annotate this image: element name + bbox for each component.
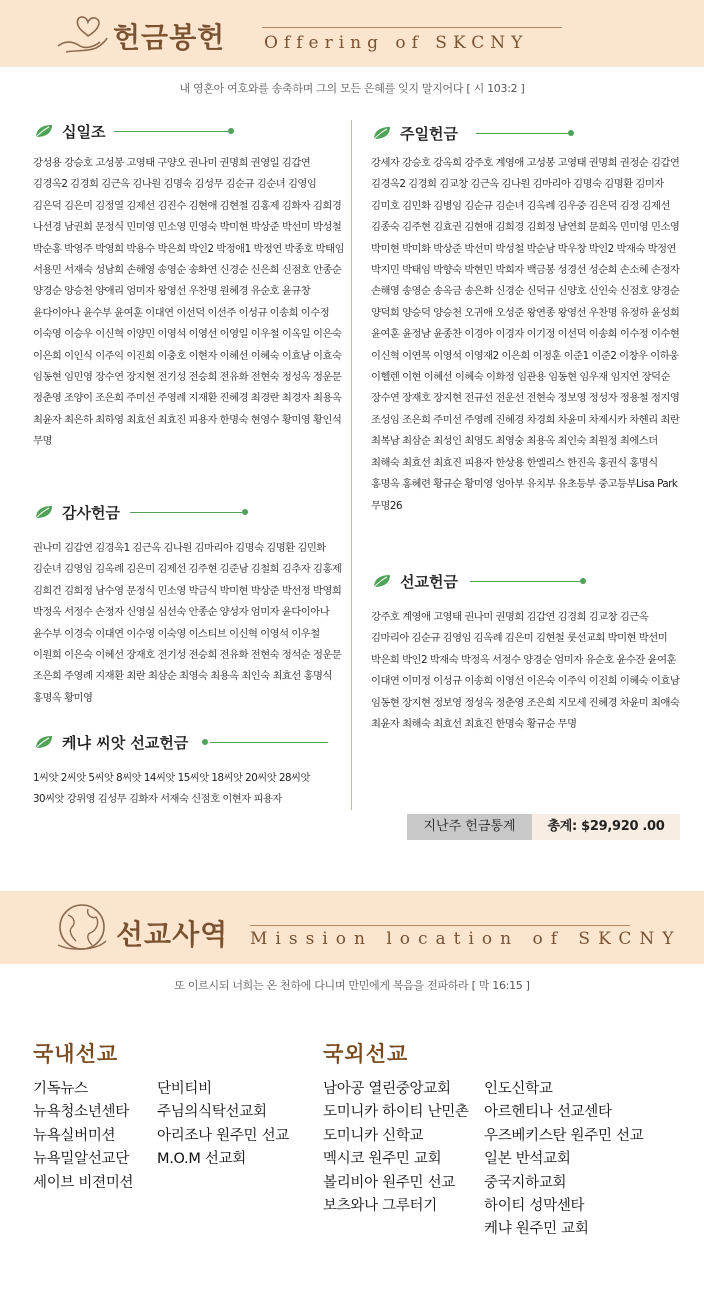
offering-banner [0,0,704,67]
sunday-heading [372,123,672,143]
sunday-title: 주일헌금 [400,125,458,143]
list-item: 아르헨티나 선교센타 [484,1104,612,1121]
list-item: 남아공 열린중앙교회 [323,1081,451,1097]
list-item: 단비티비 [157,1081,212,1097]
kenya-heading [34,732,334,752]
list-item: 우즈베키스탄 원주민 선교 [484,1127,644,1144]
kenya-rule-dot [202,739,208,745]
list-item: 아리조나 원주민 선교 [157,1127,289,1144]
mission-title-en: Mission location of SKCNY [250,929,682,949]
mission-title: 선교사역 [116,918,229,951]
mission-offering-rule-dot [580,578,586,584]
weekly-stats-total: 총계: $29,920 .00 [532,814,680,840]
list-item: 뉴욕실버미션 [33,1127,116,1144]
list-item: 기독뉴스 [33,1081,88,1097]
overseas-title: 국외선교 [323,1042,409,1066]
list-item: 멕시코 원주민 교회 [323,1151,442,1168]
mission-title-rule [250,925,630,926]
tithe-names: 강성용 강승호 고성봉 고영태 구양오 권나미 권명희 권영일 김갑연 김경옥2 김경희 김근옥 김나원 김명숙 김성무 김순규 김순녀 김영임 김은덕 김은미 김정열 김제선 김진수 김현애 김현철 김홍제 김화자 김희경 나선경 남권희 문정식 민미영 민소영 민영숙 박미현 박상준 박선미 박성철 박순홍 박영주 박영희 박용수 박은희 박인2 박정애1 박정연 박종호 박태임 서용민 서재숙 성남희 손해영 송영순 송화연 신경순 신은희 신점호 안종순 양경순 양승천 양애리 엄미자 왕영선 우찬명 원혜경 유순호 윤규창 윤다이아나 윤수부 윤여훈 이대연 이선덕 이선주 이성규 이송희 이수정 이숙영 이승우 이신혁 이양민 이영석 이영선 이영일 이우철 이옥일 이은숙 이은희 이인식 이주익 이진희 이충호 이현자 이혜선 이혜숙 이효남 이효숙 임동현 임민영 장수연 장지현 전기성 전승희 전유화 전현숙 정성옥 정운문 정춘영 조양이 조은희 주미선 주영례 지재환 진혜경 최경란 최경자 최용옥 최윤자 최은하 최하영 최효선 최효진 피용자 한명숙 현영수 황미영 황인석 무명 [33,157,345,448]
tithe-heading [34,121,334,141]
thanks-names: 권나미 김갑연 김경옥1 김근옥 김나원 김마리아 김명숙 김명환 김민화 김순녀 김영임 김옥례 김은미 김제선 김주현 김준남 김철희 김추자 김홍제 김희건 김희정 남수영 문정식 민소영 박금식 박미현 박상준 박선정 박영희 박정옥 서정수 손정자 신영실 심선숙 안종순 양성자 엄미자 윤다이아나 윤수부 이경숙 이대연 이수영 이숙영 이스티브 이신혁 이영석 이우철 이원희 이은숙 이혜선 장재호 전기성 전승희 전유화 전현숙 정석순 정운문 조은희 주영례 지재환 최란 최삼순 최영숙 최용옥 최인숙 최효선 홍명식 홍명옥 황미영 [33,542,342,704]
list-item: 도미니카 하이티 난민촌 [323,1104,469,1121]
offering-title-rule [262,27,562,28]
kenya-rule [210,742,328,743]
domestic-list-2 [157,1078,289,1172]
kenya-seeds-line1: 1씨앗 2씨앗 5씨앗 8씨앗 14씨앗 15씨앗 18씨앗 20씨앗 28씨앗 [33,772,310,784]
list-item: M.O.M 선교회 [157,1151,246,1168]
list-item: 주님의식탁선교회 [157,1104,267,1121]
overseas-list-2 [484,1078,643,1242]
tithe-title: 십일조 [62,123,106,141]
column-divider [351,120,352,810]
offering-title: 헌금봉헌 [113,21,226,54]
kenya-seeds-line2: 30씨앗 강위영 김성무 김화자 서재숙 신점호 이현자 피용자 [33,793,282,805]
overseas-list-1 [323,1078,469,1218]
leaf-icon [372,125,392,141]
leaf-icon [34,734,54,750]
thanks-rule [130,512,242,513]
list-item: 케냐 원주민 교회 [484,1221,589,1238]
list-item: 뉴욕청소년센타 [33,1104,129,1121]
leaf-icon [34,504,54,520]
kenya-title: 케냐 씨앗 선교헌금 [62,734,189,752]
list-item: 일본 반석교회 [484,1151,571,1168]
tithe-rule-dot [228,128,234,134]
offering-title-en: Offering of SKCNY [264,33,529,53]
sunday-rule [476,133,568,134]
list-item: 보츠와나 그루터기 [323,1198,437,1215]
mission-offering-heading [372,571,672,591]
thanks-heading [34,502,334,522]
thanks-rule-dot [242,509,248,515]
leaf-icon [372,573,392,589]
tithe-rule [114,131,228,132]
offering-verse: 내 영혼아 여호와를 송축하며 그의 모든 은혜를 잊지 말지어다 [ 시 103:2 ] [179,82,525,95]
list-item: 뉴욕밀알선교단 [33,1151,129,1168]
mission-offering-names: 강주호 계영애 고영태 권나미 권명희 김갑연 김경희 김교창 김근옥 김마리아 김순규 김영임 김옥례 김은미 김현철 룻선교회 박미현 박선미 박은희 박인2 박재숙 박정옥 서정수 양경순 엄미자 유순호 윤수잔 윤여훈 이대연 이미정 이성규 이송희 이영선 이은숙 이주익 이진희 이혜숙 이효남 임동현 장지현 정보영 정성옥 정춘영 조은희 지모세 진혜경 차윤미 최애숙 최윤자 최해숙 최효선 최효진 한명숙 황규순 무명 [371,611,680,731]
mission-banner [0,891,704,964]
list-item: 인도신학교 [484,1081,553,1097]
leaf-icon [34,123,54,139]
domestic-title: 국내선교 [33,1042,119,1066]
mission-offering-title: 선교헌금 [400,573,458,591]
list-item: 볼리비아 원주민 선교 [323,1174,455,1191]
list-item: 하이티 성막센타 [484,1198,585,1215]
sunday-rule-dot [568,130,574,136]
mission-offering-rule [470,581,580,582]
domestic-list-1 [33,1078,133,1195]
mission-verse: 또 이르시되 너희는 온 천하에 다니며 만민에게 복음을 전파하라 [ 막 16:15 ] [174,979,530,992]
list-item: 도미니카 신학교 [323,1127,424,1144]
globe-icon [56,901,108,953]
sunday-names: 강세자 강승호 강옥희 강주호 계영애 고성봉 고영태 권명희 권정순 김갑연 김경옥2 김경희 김교창 김근옥 김나원 김마리아 김명숙 김명환 김미자 김미호 김민화 김병임 김순규 김순녀 김옥례 김우중 김은덕 김정 김제선 김종숙 김주현 김효권 김현애 김희경 김희정 남연희 문희옥 민미영 민소영 박미현 박미화 박상준 박선미 박성철 박순남 박우창 박인2 박재숙 박정연 박지민 박태임 박향숙 박현민 박희자 백금봉 성경선 성순희 손소혜 손정자 손해영 송영순 송옥금 송은화 신경순 신덕규 신양호 신인숙 신점호 양경순 양덕희 양승덕 양승천 오귀애 오성준 왕연종 왕영선 우찬명 유정하 윤성희 윤여훈 윤정남 윤종찬 이경아 이경자 이기정 이선덕 이송희 이수정 이수현 이신혁 이연목 이영석 이영재2 이은희 이정훈 이준1 이준2 이창우 이하웅 이헬렌 이현 이혜선 이혜숙 이화정 임관용 임동현 임우재 임지연 장덕순 장수연 장재호 장지현 전규선 전운선 전현숙 정보영 정성자 정용철 정지영 조성임 조은희 주미선 주영례 진혜경 차경희 차윤미 차제시카 차헨리 최란 최복남 최삼순 최성인 최영도 최영숭 최용옥 최인숙 최원정 최에스더 최해숙 최효선 최효진 피용자 한상용 한엘리스 한진옥 홍권식 홍명식 홍명옥 홍혜련 황규순 황미영 엉아부 유치부 유초등부 중고등부Lisa Park 무명26 [371,157,680,512]
list-item: 세이브 비젼미션 [33,1174,134,1191]
weekly-stats-label: 지난주 헌금통계 [407,814,532,840]
list-item: 중국지하교회 [484,1174,567,1191]
heart-hands-icon [52,8,112,58]
thanks-title: 감사헌금 [62,504,120,522]
